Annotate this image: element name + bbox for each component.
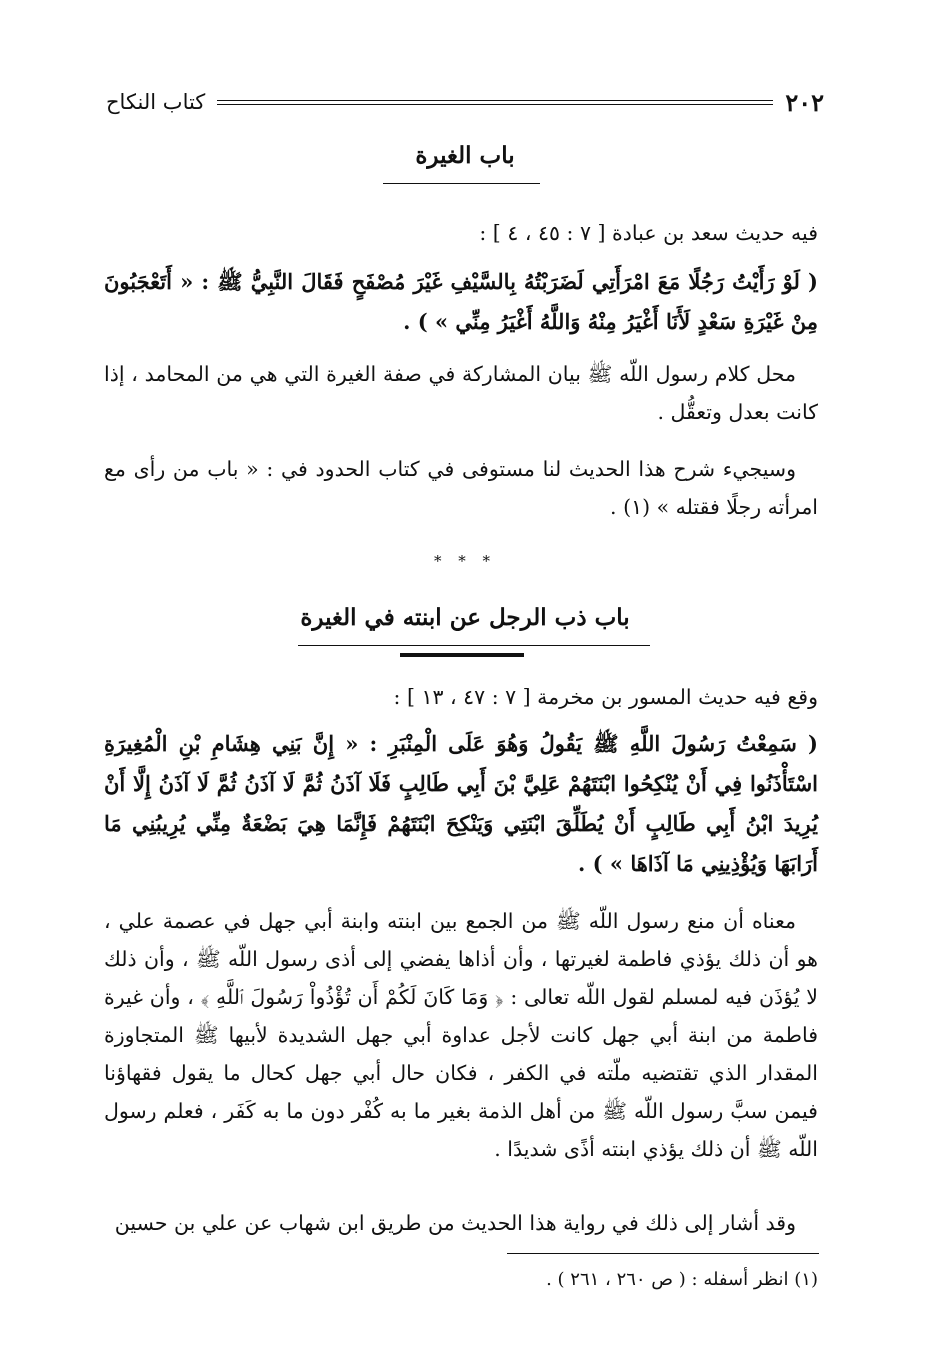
commentary-paragraph: معناه أن منع رسول اللّه ﷺ من الجمع بين ابنته وابنة أبي جهل في عصمة علي ، هو أن ذلك يؤذي فاطمة لغيرتها ، وأن أذاها يفضي إلى أذى رسول اللّه ﷺ ، وأن ذلك لا يُؤذَن فيه لمسلم لقول اللّه تعالى : ﴿ وَمَا كَانَ لَكُمْ أَن تُؤْذُواْ رَسُولَ ٱللَّهِ ﴾ ، وأن غيرة فاطمة من ابنة أبي جهل كانت لأجل عداوة أبي جهل الشديدة لأبيها ﷺ المتجاوزة المقدار الذي تقتضيه ملّته في الكفر ، فكان حال أبي جهل كحال ما يقول فقهاؤنا فيمن سبَّ رسول اللّه ﷺ من أهل الذمة بغير ما به كُفْر دون ما به كَفَر ، فعلم رسول اللّه ﷺ أن ذلك يؤذي ابنته أذًى شديدًا . (104, 909, 818, 1161)
header-rule (217, 100, 773, 105)
section-separator: * * * (433, 552, 497, 570)
footnote-rule (507, 1253, 819, 1254)
hadith-text: ( لَوْ رَأَيْتُ رَجُلًا مَعَ امْرَأَتِي لَضَرَبْتُهُ بِالسَّيْفِ غَيْرَ مُصْفَحٍ فَقَالَ النَّبِيُّ ﷺ : « أَتَعْجَبُونَ مِنْ غَيْرَةِ سَعْدٍ لَأَنَا أَغْيَرُ مِنْهُ وَاللَّهُ أَغْيَرُ مِنِّي » ) . (104, 269, 818, 334)
title-underline (298, 645, 650, 646)
chapter-title-dhabb: باب ذب الرجل عن ابنته في الغيرة (300, 604, 630, 631)
title-underline-thick (400, 653, 524, 657)
title-underline (383, 183, 540, 184)
running-header (106, 82, 824, 122)
commentary-paragraph: محل كلام رسول اللّه ﷺ بيان المشاركة في صفة الغيرة التي هي من المحامد ، إذا كانت بعدل وتعقُّل . (104, 362, 818, 424)
hadith-intro: فيه حديث سعد بن عبادة [ ٧ : ٤٥ ، ٤ ] : (479, 221, 818, 245)
footnote: (١) انظر أسفله : ( ص ٢٦٠ ، ٢٦١ ) . (546, 1269, 818, 1290)
hadith-intro: وقع فيه حديث المسور بن مخرمة [ ٧ : ٤٧ ، ١٣ ] : (393, 685, 818, 709)
page-number: ٢٠٢ (785, 87, 824, 117)
commentary-paragraph: وقد أشار إلى ذلك في رواية هذا الحديث من طريق ابن شهاب عن علي بن حسين (114, 1211, 796, 1235)
commentary-paragraph: وسيجيء شرح هذا الحديث لنا مستوفى في كتاب الحدود في : « باب من رأى مع امرأته رجلًا فقتله » (١) . (104, 457, 818, 519)
chapter-title-ghayra: باب الغيرة (415, 142, 515, 169)
book-name: كتاب النكاح (106, 90, 206, 114)
hadith-text: ( سَمِعْتُ رَسُولَ اللَّهِ ﷺ يَقُولُ وَهُوَ عَلَى الْمِنْبَرِ : « إِنَّ بَنِي هِشَامِ بْنِ الْمُغِيرَةِ اسْتَأْذَنُوا فِي أَنْ يُنْكِحُوا ابْنَتَهُمْ عَلِيَّ بْنَ أَبِي طَالِبٍ فَلَا آذَنُ ثُمَّ لَا آذَنُ ثُمَّ لَا آذَنُ إِلَّا أَنْ يُرِيدَ ابْنُ أَبِي طَالِبٍ أَنْ يُطَلِّقَ ابْنَتِي وَيَنْكِحَ ابْنَتَهُمْ فَإِنَّمَا هِيَ بَضْعَةٌ مِنِّي يُرِيبُنِي مَا أَرَابَهَا وَيُؤْذِينِي مَا آذَاهَا » ) . (104, 731, 818, 876)
